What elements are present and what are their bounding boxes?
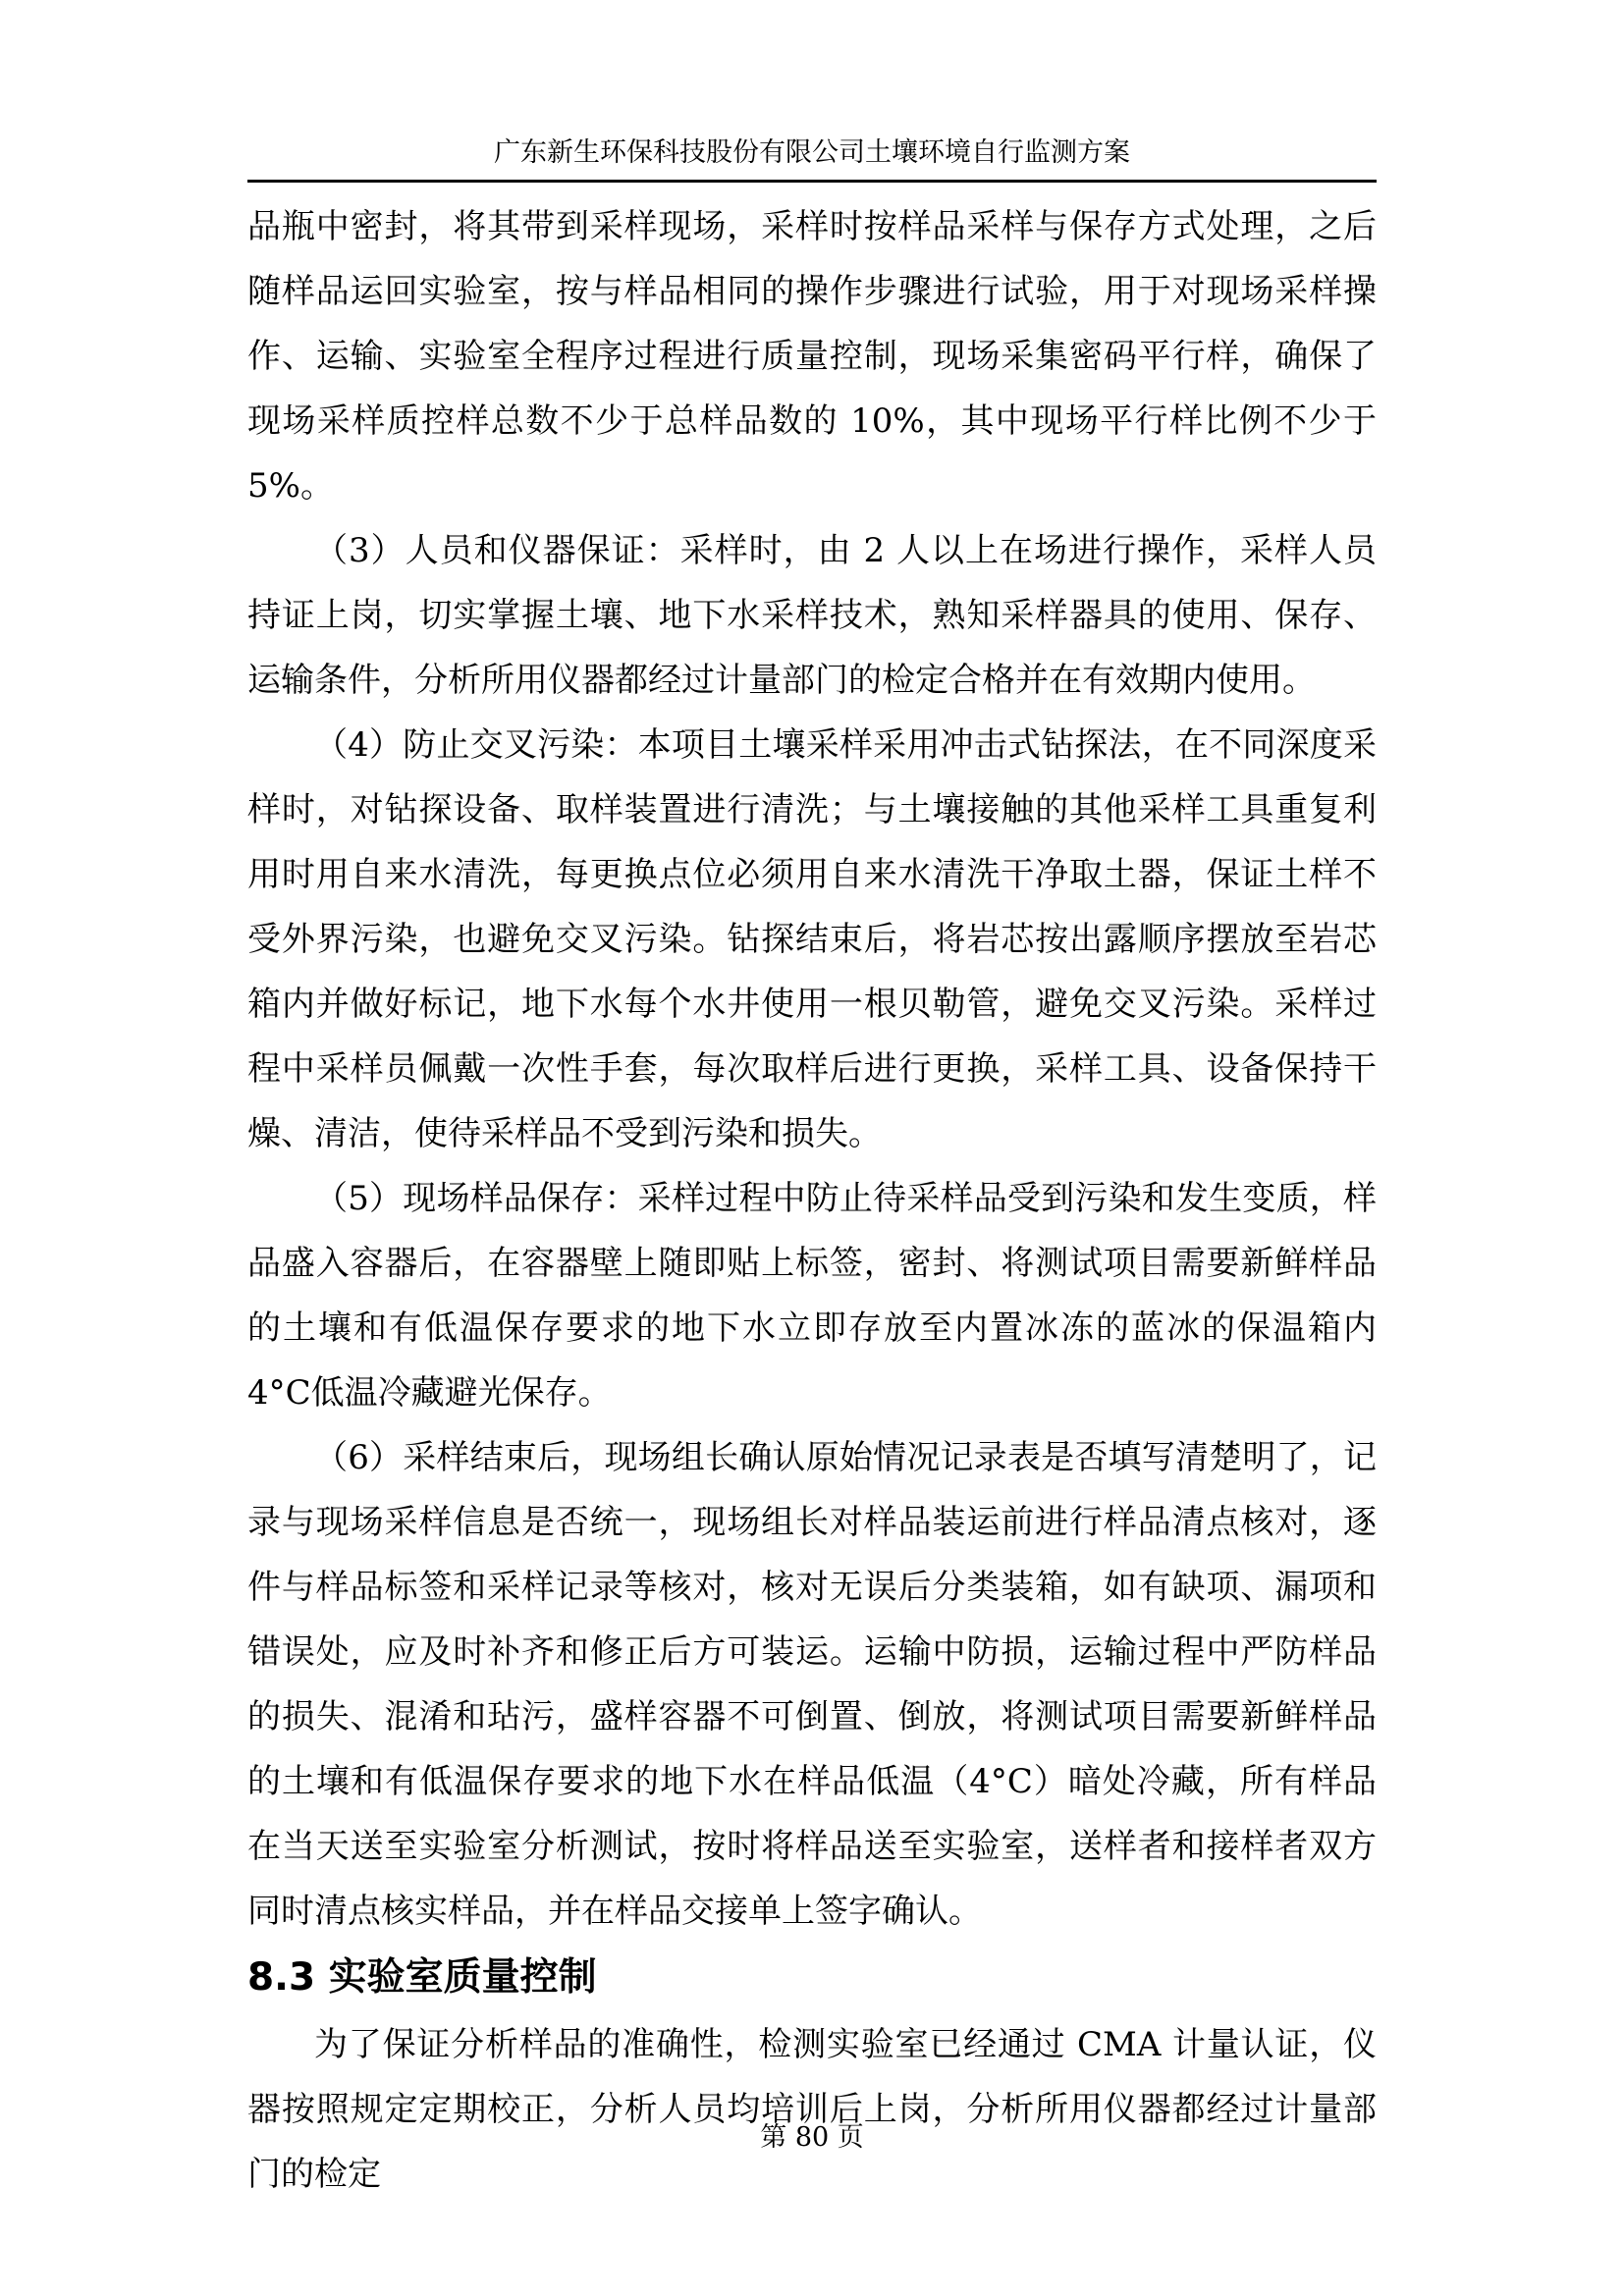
paragraph-sampling-qc-continued: 品瓶中密封，将其带到采样现场，采样时按样品采样与保存方式处理，之后随样品运回实验室，按与样品相同的操作步骤进行试验，用于对现场采样操作、运输、实验室全程序过程进行质量控制，现场采集密码平行样，确保了现场采样质控样总数不少于总样品数的 10%，其中现场平行样比例不少于 5%。 bbox=[247, 207, 1377, 506]
section-heading-lab-qc: 8.3 实验室质量控制 bbox=[247, 1955, 597, 2000]
page-number: 第 80 页 bbox=[760, 2122, 864, 2153]
paragraph-lab-qc: 为了保证分析样品的准确性，检测实验室已经通过 CMA 计量认证，仪器按照规定定期校正，分析人员均培训后上岗，分析所用仪器都经过计量部门的检定 bbox=[247, 2025, 1377, 2194]
paragraph-sample-preservation: （5）现场样品保存：采样过程中防止待采样品受到污染和发生变质，样品盛入容器后，在容器壁上随即贴上标签，密封、将测试项目需要新鲜样品的土壤和有低温保存要求的地下水立即存放至内置冰冻的蓝冰的保温箱内 4°C低温冷藏避光保存。 bbox=[247, 1179, 1377, 1413]
paragraph-cross-contamination: （4）防止交叉污染：本项目土壤采样采用冲击式钻探法，在不同深度采样时，对钻探设备、取样装置进行清洗；与土壤接触的其他采样工具重复利用时用自来水清洗，每更换点位必须用自来水清洗干净取土器，保证土样不受外界污染，也避免交叉污染。钻探结束后，将岩芯按出露顺序摆放至岩芯箱内并做好标记，地下水每个水井使用一根贝勒管，避免交叉污染。采样过程中采样员佩戴一次性手套，每次取样后进行更换，采样工具、设备保持干燥、清洁，使待采样品不受到污染和损失。 bbox=[247, 725, 1377, 1153]
document-body bbox=[247, 194, 1377, 2207]
page-header-title: 广东新生环保科技股份有限公司土壤环境自行监测方案 bbox=[494, 137, 1130, 168]
paragraph-personnel-instruments: （3）人员和仪器保证：采样时，由 2 人以上在场进行操作，采样人员持证上岗，切实掌握土壤、地下水采样技术，熟知采样器具的使用、保存、运输条件，分析所用仪器都经过计量部门的检定合格并在有效期内使用。 bbox=[247, 531, 1377, 700]
paragraph-post-sampling: （6）采样结束后，现场组长确认原始情况记录表是否填写清楚明了，记录与现场采样信息是否统一，现场组长对样品装运前进行样品清点核对，逐件与样品标签和采样记录等核对，核对无误后分类装箱，如有缺项、漏项和错误处，应及时补齐和修正后方可装运。运输中防损，运输过程中严防样品的损失、混淆和玷污，盛样容器不可倒置、倒放，将测试项目需要新鲜样品的土壤和有低温保存要求的地下水在样品低温（4°C）暗处冷藏，所有样品在当天送至实验室分析测试，按时将样品送至实验室，送样者和接样者双方同时清点核实样品，并在样品交接单上签字确认。 bbox=[247, 1438, 1377, 1931]
header-divider bbox=[247, 180, 1377, 183]
